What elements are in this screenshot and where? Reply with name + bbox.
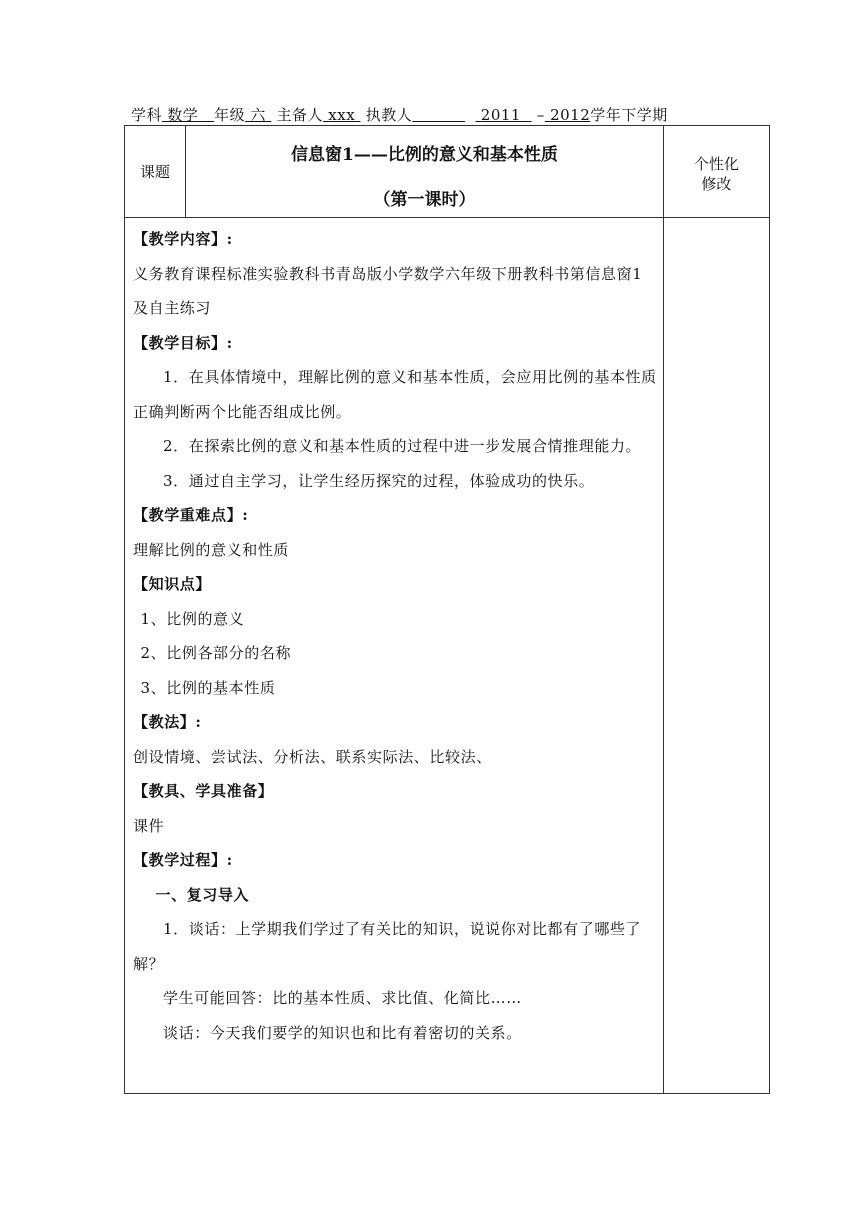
preparer-value: xxx [328, 106, 356, 124]
subject-value: 数学 [167, 106, 199, 124]
key-points-text: 理解比例的意义和性质 [133, 540, 290, 559]
goal-item: 1．在具体情境中，理解比例的意义和基本性质，会应用比例的基本性质正确判断两个比能否组成比例。 [133, 368, 657, 421]
preparer-label: 主备人 [276, 106, 324, 124]
teaching-tools-text: 课件 [133, 816, 165, 835]
heading-teaching-method: 【教法】: [133, 713, 202, 731]
personalized-edit-column [663, 218, 769, 1094]
goal-item: 3．通过自主学习，让学生经历探究的过程，体验成功的快乐。 [163, 471, 595, 490]
topic-label: 课题 [125, 126, 186, 218]
teacher-blank [412, 106, 465, 124]
knowledge-point-item: 1、比例的意义 [140, 609, 245, 628]
subject-label: 学科 [131, 106, 163, 124]
grade-label: 年级 [214, 106, 246, 124]
lesson-title-cell [186, 126, 664, 218]
student-answer: 学生可能回答：比的基本性质、求比值、化简比…… [163, 989, 522, 1007]
grade-value: 六 [250, 106, 266, 124]
knowledge-point-item: 2、比例各部分的名称 [140, 644, 292, 662]
teacher-label: 执教人 [365, 106, 413, 124]
lesson-title: 信息窗1——比例的意义和基本性质 [291, 145, 558, 165]
process-step: 1．谈话：上学期我们学过了有关比的知识，说说你对比都有了哪些了解？ [133, 920, 642, 973]
year-start: 2011 [480, 106, 521, 124]
knowledge-point-item: 3、比例的基本性质 [140, 678, 276, 697]
lesson-subtitle: （第一课时） [373, 190, 476, 210]
teaching-method-text: 创设情境、尝试法、分析法、联系实际法、比较法、 [133, 747, 492, 766]
document-header [131, 104, 668, 125]
year-end: 2012 [550, 106, 591, 124]
heading-teaching-goals: 【教学目标】: [133, 333, 233, 352]
term-label: 学年下学期 [590, 106, 668, 124]
heading-key-points: 【教学重难点】: [133, 506, 249, 524]
heading-teaching-process: 【教学过程】: [133, 851, 233, 869]
lesson-body [125, 218, 664, 1094]
heading-teaching-content: 【教学内容】: [133, 230, 233, 248]
teacher-talk: 谈话：今天我们要学的知识也和比有着密切的关系。 [163, 1023, 522, 1042]
heading-teaching-tools: 【教具、学具准备】 [133, 782, 274, 800]
teaching-content-text: 义务教育课程标准实验教科书青岛版小学数学六年级下册教科书第信息窗1及自主练习 [133, 264, 643, 317]
personalized-edit-header: 个性化 修改 [663, 126, 769, 218]
goal-item: 2．在探索比例的意义和基本性质的过程中进一步发展合情推理能力。 [163, 437, 642, 455]
lesson-plan-table [124, 125, 770, 1094]
year-separator: – [536, 106, 545, 124]
heading-knowledge-points: 【知识点】 [133, 575, 212, 593]
section-heading: 一、复习导入 [155, 885, 250, 904]
